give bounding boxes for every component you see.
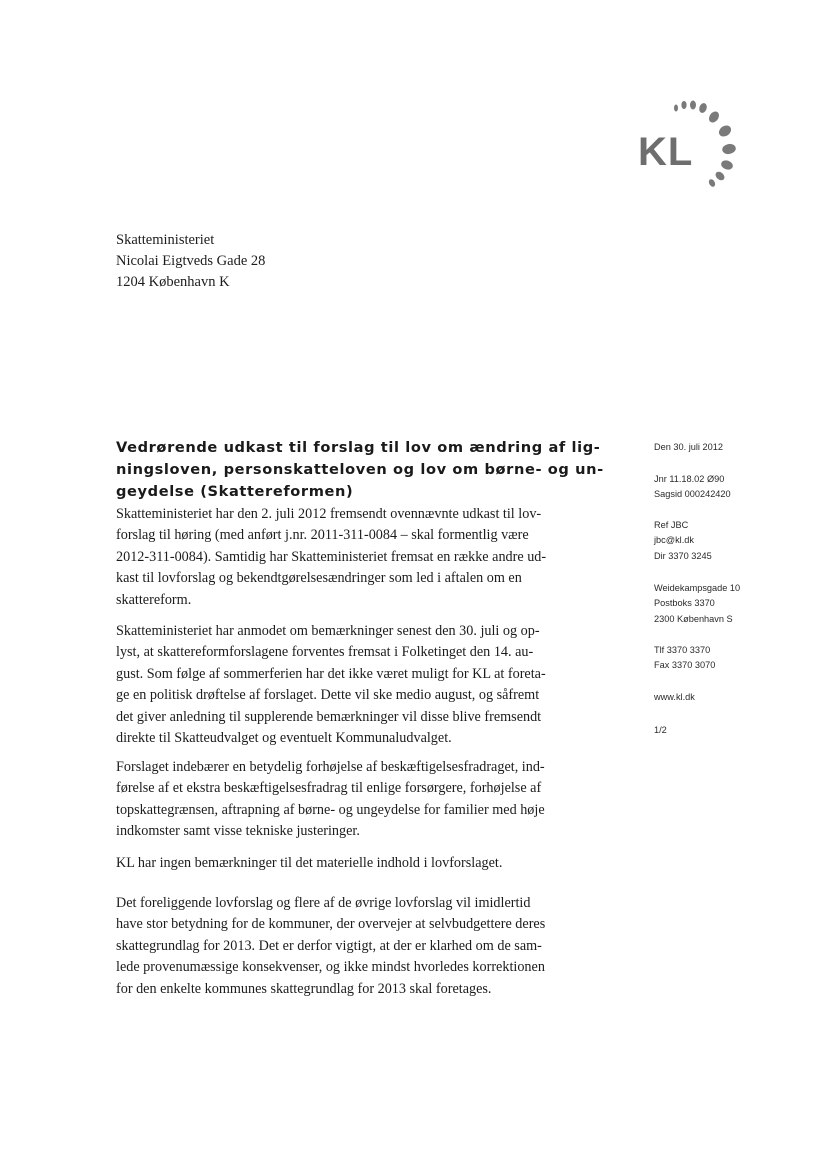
sidebar-postal-address (654, 581, 740, 627)
direct-phone: Dir 3370 3245 (654, 550, 712, 561)
body-line: gust. Som følge af sommerferien har det ikke været muligt for KL at foreta- (116, 665, 546, 682)
body-line: Skatteministeriet har den 2. juli 2012 fremsendt ovennævnte udkast til lov- (116, 506, 542, 522)
body-paragraph (116, 893, 602, 1000)
body-line: skattegrundlag for 2013. Det er derfor vigtigt, at der er klarhed om de sam- (116, 937, 542, 954)
body-paragraph (116, 757, 602, 843)
letter-heading (116, 437, 604, 503)
telephone: Tlf 3370 3370 (654, 645, 711, 655)
page-number: 1/2 (654, 725, 667, 735)
reference: Ref JBC (654, 520, 689, 530)
body-line: lede provenumæssige konsekvenser, og ikke mindst hvorledes korrektionen (116, 959, 545, 976)
body-line: topskattegrænsen, aftrapning af børne- og ungeydelse for familier med høje (116, 801, 545, 818)
recipient-line: Nicolai Eigtveds Gade 28 (116, 253, 266, 269)
fax: Fax 3370 3070 (654, 660, 716, 671)
sidebar-page (654, 723, 667, 738)
body-line: indkomster samt visse tekniske justeringer. (116, 823, 360, 840)
body-line: have stor betydning for de kommuner, der overvejer at selvbudgettere deres (116, 916, 546, 933)
sidebar-phone (654, 643, 715, 674)
recipient-line: 1204 København K (116, 274, 230, 290)
body-line: Forslaget indebærer en betydelig forhøjelse af beskæftigelsesfradraget, ind- (116, 759, 545, 775)
body-line: det giver anledning til supplerende bemærkninger vil disse blive fremsendt (116, 708, 542, 725)
body-line: lyst, at skattereformforslagene forventes fremsat i Folketinget den 14. au- (116, 644, 534, 661)
sidebar-web (654, 690, 695, 705)
body-paragraph (116, 504, 602, 611)
heading-line: ningsloven, personskatteloven og lov om børne- og un- (116, 461, 604, 478)
body-line: kast til lovforslag og bekendtgørelsesændringer som led i aftalen om en (116, 570, 522, 587)
body-paragraph (116, 853, 602, 874)
logo-text: KL (638, 130, 694, 174)
body-paragraph (116, 621, 602, 749)
heading-line: Vedrørende udkast til forslag til lov om ændring af lig- (116, 439, 601, 456)
body-line: KL har ingen bemærkninger til det materielle indhold i lovforslaget. (116, 855, 503, 871)
postal-city: 2300 København S (654, 613, 733, 624)
body-line: 2012-311-0084). Samtidig har Skatteministeriet fremsat en række andre ud- (116, 548, 547, 565)
kl-logo (634, 96, 744, 191)
letter-date: Den 30. juli 2012 (654, 442, 723, 452)
contact-email: jbc@kl.dk (654, 535, 694, 546)
journal-number: Jnr 11.18.02 Ø90 (654, 474, 725, 484)
sidebar-case-ref (654, 472, 731, 503)
body-line: skattereform. (116, 591, 192, 608)
body-line: forslag til høring (med anført j.nr. 2011-311-0084 – skal formentlig være (116, 527, 529, 544)
sidebar-contact (654, 518, 712, 564)
sidebar-date (654, 440, 723, 455)
recipient-line: Skatteministeriet (116, 232, 215, 248)
body-line: Det foreliggende lovforslag og flere af de øvrige lovforslag vil imidlertid (116, 895, 531, 911)
body-line: førelse af et ekstra beskæftigelsesfradrag til enlige forsørgere, forhøjelse af (116, 780, 542, 797)
body-line: direkte til Skatteudvalget og eventuelt Kommunaludvalget. (116, 730, 452, 747)
postbox: Postboks 3370 (654, 598, 715, 609)
street-address: Weidekampsgade 10 (654, 583, 741, 593)
recipient-address (116, 230, 265, 293)
website: www.kl.dk (654, 692, 695, 702)
heading-line: geydelse (Skattereformen) (116, 483, 354, 500)
body-line: for den enkelte kommunes skattegrundlag for 2013 skal foretages. (116, 980, 492, 997)
body-line: ge en politisk drøftelse af forslaget. Dette vil ske medio august, og såfremt (116, 687, 540, 704)
case-id: Sagsid 000242420 (654, 489, 731, 500)
body-line: Skatteministeriet har anmodet om bemærkninger senest den 30. juli og op- (116, 623, 540, 639)
